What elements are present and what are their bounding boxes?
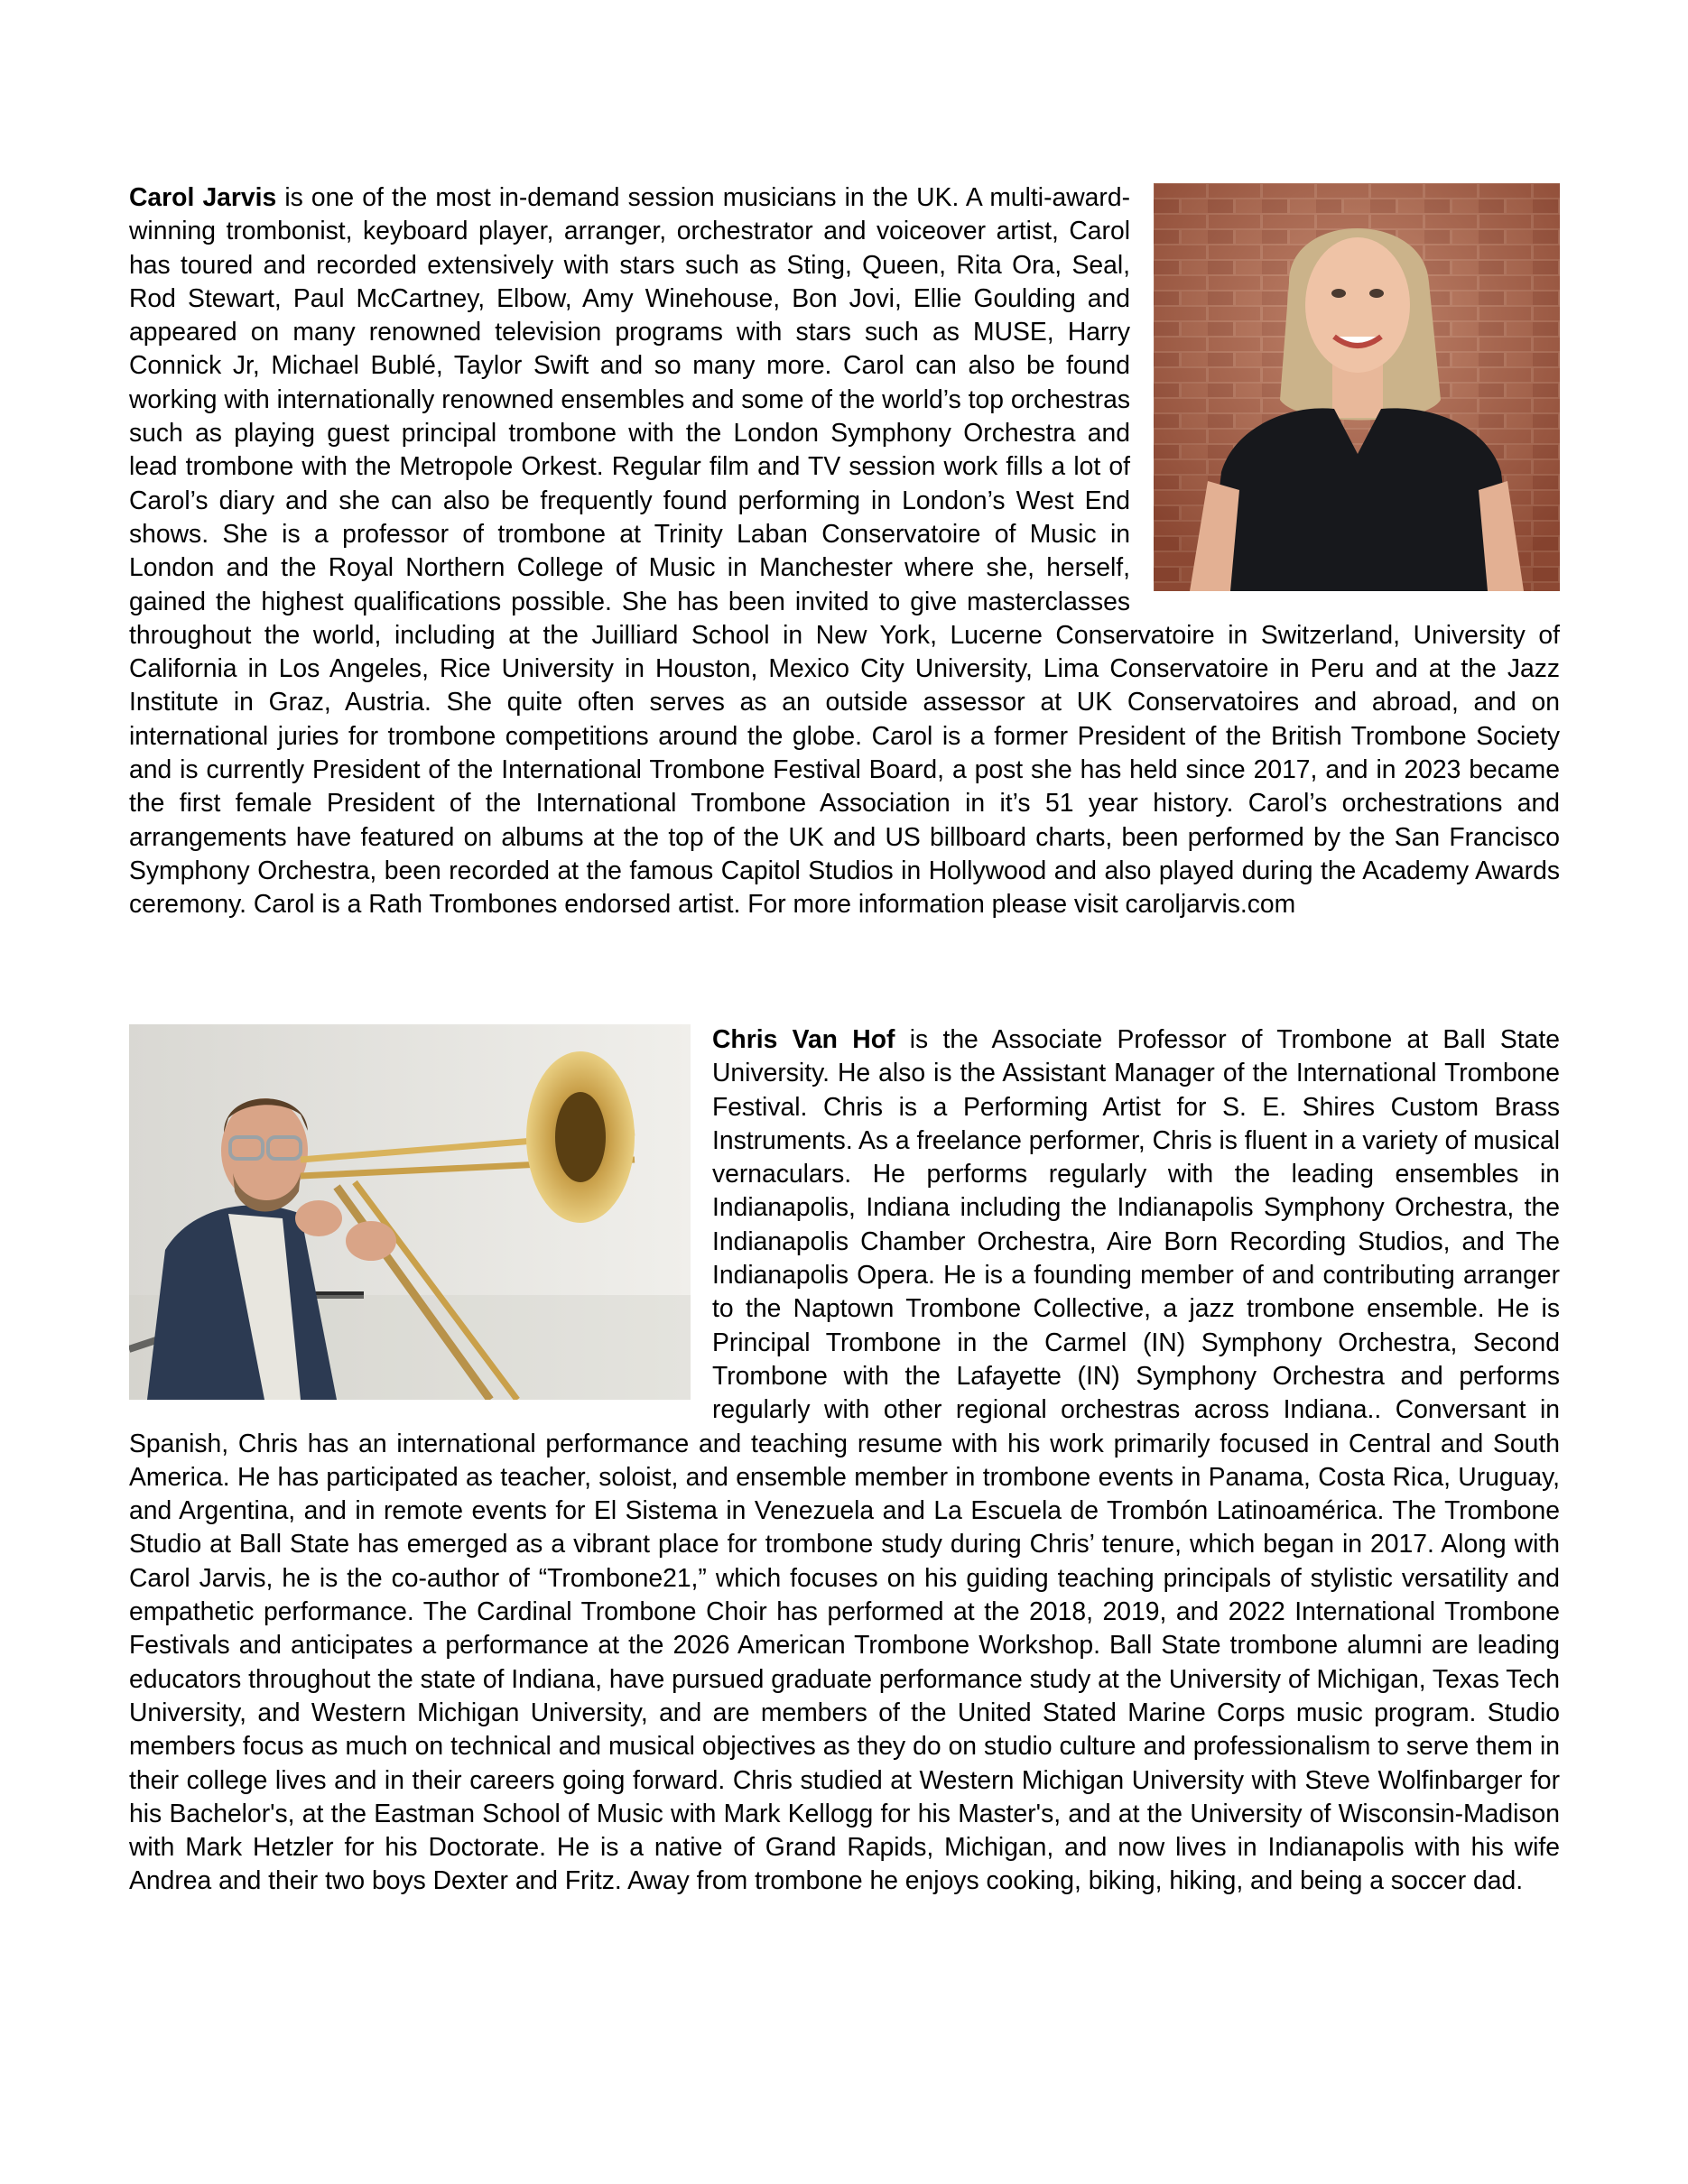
- chris-van-hof-bio: [129, 1023, 1560, 1898]
- chris-van-hof-trombone-illustration: [129, 1024, 691, 1400]
- carol-jarvis-portrait-illustration: [1154, 183, 1560, 591]
- carol-jarvis-photo: [1154, 183, 1560, 591]
- carol-jarvis-bio-body: is one of the most in-demand session musicians in the UK. A multi-award-winning trombonist, keyboard player, arranger, orchestrator and voiceover artist, Carol has toured and recorded extensively with stars such as Sting, Queen, Rita Ora, Seal, Rod Stewart, Paul McCartney, Elbow, Amy Winehouse, Bon Jovi, Ellie Goulding and appeared on many renowned television programs with stars such as MUSE, Harry Connick Jr, Michael Bublé, Taylor Swift and so many more. Carol can also be found working with internationally renowned ensembles and some of the world’s top orchestras such as playing guest principal trombone with the London Symphony Orchestra and lead trombone with the Metropole Orkest. Regular film and TV session work fills a lot of Carol’s diary and she can also be frequently found performing in London’s West End shows. She is a professor of trombone at Trinity Laban Conservatoire of Music in London and the Royal Northern College of Music in Manchester where she, herself, gained the highest qualifications possible. She has been invited to give masterclasses throughout the world, including at the Juilliard School in New York, Lucerne Conservatoire in Switzerland, University of California in Los Angeles, Rice University in Houston, Mexico City University, Lima Conservatoire in Peru and at the Jazz Institute in Graz, Austria. She quite often serves as an outside assessor at UK Conservatoires and abroad, and on international juries for trombone competitions around the globe. Carol is a former President of the British Trombone Society and is currently President of the International Trombone Festival Board, a post she has held since 2017, and in 2023 became the first female President of the International Trombone Association in it’s 51 year history. Carol’s orchestrations and arrangements have featured on albums at the top of the UK and US billboard charts, been performed by the San Francisco Symphony Orchestra, been recorded at the famous Capitol Studios in Hollywood and also played during the Academy Awards ceremony. Carol is a Rath Trombones endorsed artist. For more information please visit caroljarvis.com: [129, 182, 1560, 919]
- chris-van-hof-photo: [129, 1024, 691, 1400]
- chris-van-hof-name: Chris Van Hof: [712, 1024, 895, 1053]
- chris-van-hof-bio-body: is the Associate Professor of Trombone at Ball State University. He also is the Assistant Manager of the International Trombone Festival. Chris is a Performing Artist for S. E. Shires Custom Brass Instruments. As a freelance performer, Chris is fluent in a variety of musical vernaculars. He performs regularly with the leading ensembles in Indianapolis, Indiana including the Indianapolis Symphony Orchestra, the Indianapolis Chamber Orchestra, Aire Born Recording Studios, and The Indianapolis Opera. He is a founding member of and contributing arranger to the Naptown Trombone Collective, a jazz trombone ensemble. He is Principal Trombone in the Carmel (IN) Symphony Orchestra, Second Trombone with the Lafayette (IN) Symphony Orchestra and performs regularly with other regional orchestras across Indiana.. Conversant in Spanish, Chris has an international performance and teaching resume with his work primarily focused in Central and South America. He has participated as teacher, soloist, and ensemble member in trombone events in Panama, Costa Rica, Uruguay, and Argentina, and in remote events for El Sistema in Venezuela and La Escuela de Trombón Latinoamérica. The Trombone Studio at Ball State has emerged as a vibrant place for trombone study during Chris’ tenure, which began in 2017. Along with Carol Jarvis, he is the co-author of “Trombone21,” which focuses on his guiding teaching principals of stylistic versatility and empathetic performance. The Cardinal Trombone Choir has performed at the 2018, 2019, and 2022 International Trombone Festivals and anticipates a performance at the 2026 American Trombone Workshop. Ball State trombone alumni are leading educators throughout the state of Indiana, have pursued graduate performance study at the University of Michigan, Texas Tech University, and Western Michigan University, and are members of the United Stated Marine Corps music program. Studio members focus as much on technical and musical objectives as they do on studio culture and professionalism to serve them in their college lives and in their careers going forward. Chris studied at Western Michigan University with Steve Wolfinbarger for his Bachelor's, at the Eastman School of Music with Mark Kellogg for his Master's, and at the University of Wisconsin-Madison with Mark Hetzler for his Doctorate. He is a native of Grand Rapids, Michigan, and now lives in Indianapolis with his wife Andrea and their two boys Dexter and Fritz. Away from trombone he enjoys cooking, biking, hiking, and being a soccer dad.: [129, 1024, 1560, 1895]
- carol-jarvis-bio: [129, 180, 1560, 921]
- carol-jarvis-name: Carol Jarvis: [129, 182, 277, 211]
